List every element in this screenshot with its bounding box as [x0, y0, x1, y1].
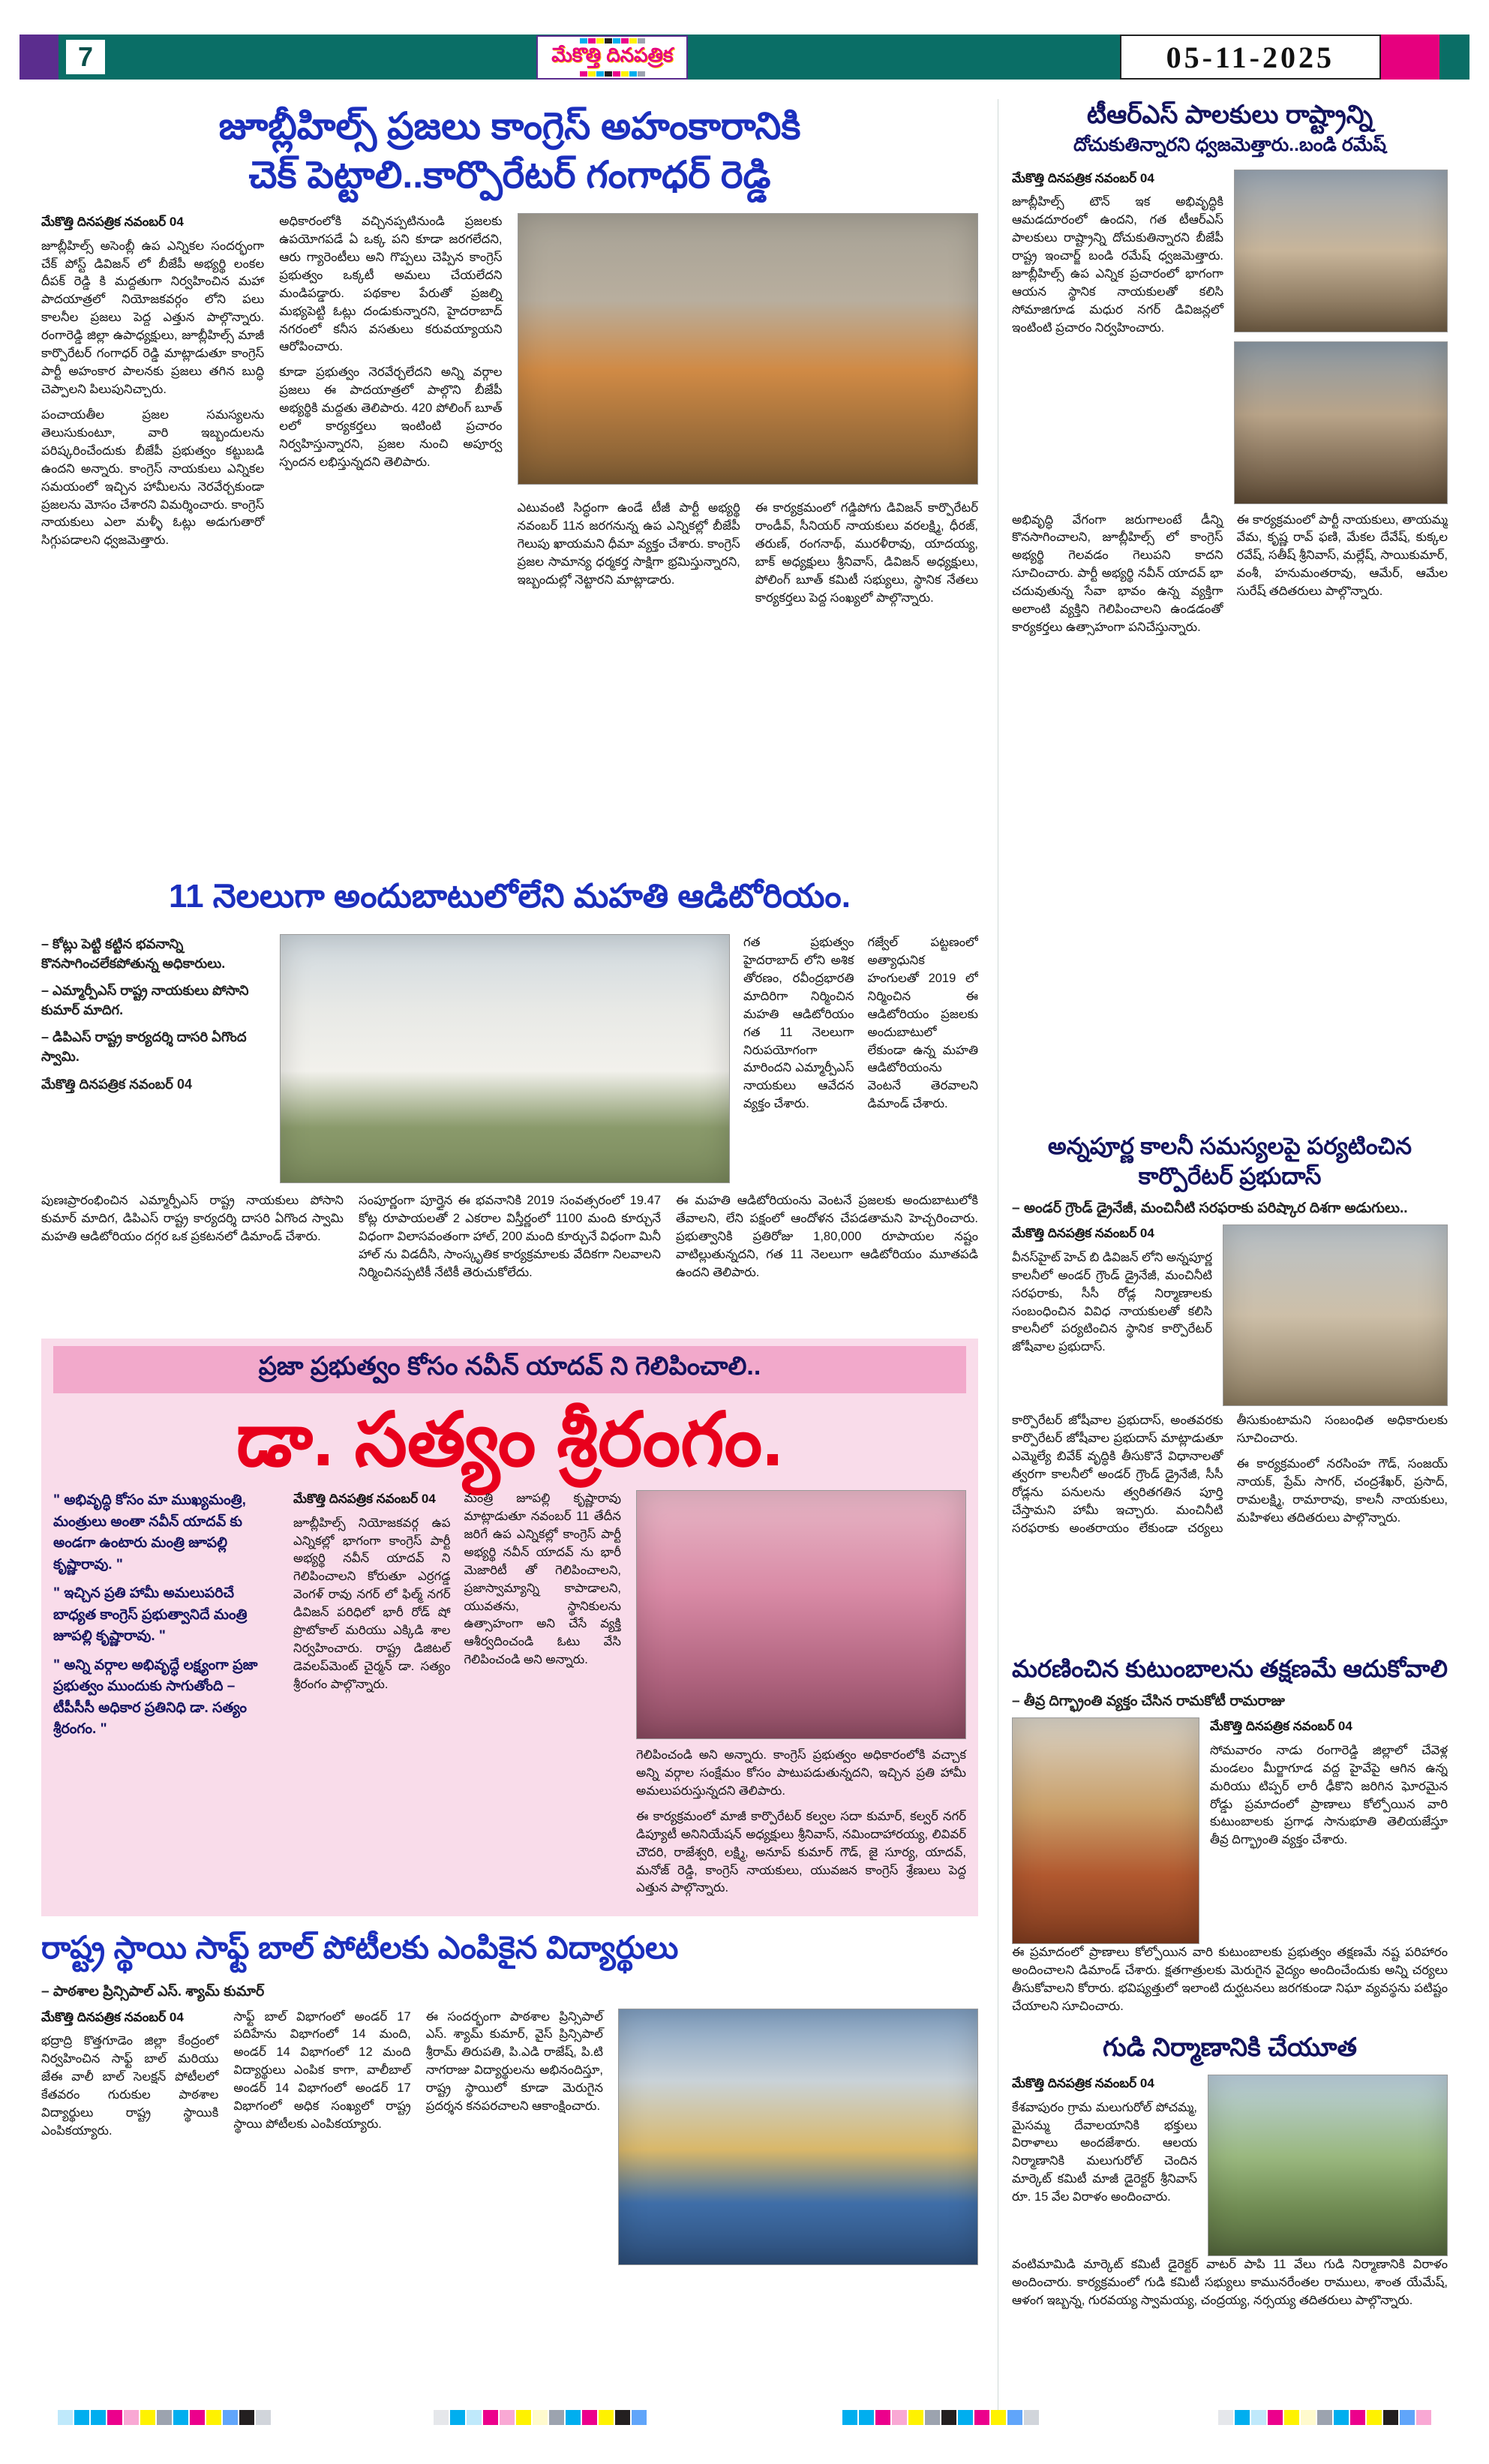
colour-bar-group-3	[826, 2410, 1055, 2425]
article6-portrait-photo	[1012, 1717, 1199, 1944]
article4-big-headline: డా. సత్యం శ్రీరంగం.	[236, 1398, 783, 1482]
article5-rest-text	[1012, 1412, 1448, 1537]
article6-text	[1210, 1717, 1448, 1944]
article1-para: జూబ్లీహిల్స్ అసెంబ్లీ ఉప ఎన్నికల సందర్భంగా చేక్ పోస్ట్ డివిజన్ లో బీజేపీ అభ్యర్థి లంకల దీపక్ రెడ్డి కి మద్దతుగా నిర్వహించిన మహా పాదయాత్రలో నియోజకవర్గం లోని పలు కాలనీల ప్రజలు పెద్ద ఎత్తున పాల్గొన్నారు. రంగారెడ్డి జిల్లా ఉపాధ్యక్షులు, జూబ్లీహిల్స్ మాజీ కార్పొరేటర్ గంగాధర్ రెడ్డి మాట్లాడుతూ కాంగ్రెస్ పార్టీ అహంకార పాలనకు ప్రజలు తగిన బుద్ధి చెప్పాలని పిలుపునిచ్చారు.	[41, 239, 265, 397]
article6-headline: మరణించిన కుటుంబాలను తక్షణమే ఆదుకోవాలి	[1012, 1655, 1448, 1682]
article-temple-donation	[1012, 2033, 1448, 2393]
article7-dateline: మేకొత్తి దినపత్రిక నవంబర్ 04	[1012, 2076, 1154, 2090]
article-annapurna-colony	[1012, 1131, 1448, 1642]
article2-headline-line2: దోచుకుతిన్నారని ధ్వజమెత్తారు..బండి రమేష్	[1073, 134, 1386, 155]
content-area	[41, 99, 1448, 2416]
article6-dateline: మేకొత్తి దినపత్రిక నవంబర్ 04	[1210, 1719, 1352, 1734]
article5-dateline: మేకొత్తి దినపత్రిక నవంబర్ 04	[1012, 1226, 1154, 1241]
article5-para: ఈ కార్యక్రమంలో నరసింహ గౌడ్, సంజయ్ నాయక్, ప్రేమ్ సాగర్, చంద్రశేఖర్, ప్రసాద్, రామలక్ష్మి, రామారావు, కాలనీ నాయకులు, మహిళలు తదితరులు పాల్గొన్నారు.	[1236, 1456, 1448, 1525]
article4-kicker: ప్రజా ప్రభుత్వం కోసం నవీన్ యాదవ్ ని గెలిపించాలి..	[53, 1346, 966, 1393]
article4-para: ఈ కార్యక్రమంలో మాజీ కార్పొరేటర్ కల్వల సదా కుమార్, కల్వర్ నగర్ డిప్యూటీ అనినియేషన్ అధ్యక్షులు శ్రీనివాస్, నమిందాహారయ్య, లివివర్ చౌదరి, రాజేశ్వరి, లక్ష్మి, అనూప్ కుమార్ గౌడ్, జై సూర్య, యాదవ్, మనోజ్ రెడ్డి, కాంగ్రెస్ నాయకులు, యువజన కాంగ్రెస్ శ్రేణులు పెద్ద ఎత్తున పాల్గొన్నారు.	[636, 1809, 966, 1895]
colour-bar-group-1	[41, 2410, 271, 2425]
article3-para: పుణఃప్రారంభించిన ఎమ్మార్పీఎస్ రాష్ట్ర నాయకులు పోసాని కుమార్ మాదిగ, డిపిఎస్ రాష్ట్ర కార్యదర్శి దాసరి ఏగొంద స్వామి మహతి ఆడిటోరియం దగ్గర ఒక ప్రకటనలో డిమాండ్ చేశారు.	[41, 1194, 344, 1243]
header-magenta-block	[1381, 35, 1439, 80]
article4-dateline: మేకొత్తి దినపత్రిక నవంబర్ 04	[293, 1492, 436, 1506]
article2-headline-line1: టీఆర్ఎస్ పాలకులు రాష్ట్రాన్ని	[1086, 101, 1373, 129]
article7-donation-photo	[1208, 2075, 1448, 2256]
article4-roadshow-photo	[636, 1490, 966, 1739]
right-rail	[998, 99, 1448, 2416]
registration-strip-logo	[580, 71, 645, 77]
article3-dateline: మేకొత్తి దినపత్రిక నవంబర్ 04	[41, 1076, 193, 1092]
article4-para: మంత్రి జూపల్లి కృష్ణారావు మాట్లాడుతూ నవంబర్ 11 తేదీన జరిగే ఉప ఎన్నికల్లో కాంగ్రెస్ పార్టీ అభ్యర్థి నవీన్ యాదవ్ ను భారీ మెజారిటీ తో గెలిపించాలని, ప్రజాస్వామ్యాన్ని కాపాడాలని, యువతను, స్థానికులను ఉత్సాహంగా అని చేసే వ్యక్తి ఆశీర్వదించండి ఓటు వేసి గెలిపించండి అని అన్నారు.	[464, 1492, 621, 1667]
article8-headline: రాష్ట్ర స్థాయి సాఫ్ట్ బాల్ పోటీలకు ఎంపికైన విద్యార్థులు	[41, 1930, 679, 1965]
article1-headline-line1: జూబ్లీహిల్స్ ప్రజలు కాంగ్రెస్ అహంకారానికి	[218, 105, 801, 147]
article1-para: పంచాయతీల ప్రజల సమస్యలను తెలుసుకుంటూ, వారి ఇబ్బందులను పరిష్కరించేందుకు బీజేపీ ప్రభుత్వం కట్టుబడి ఉందని అన్నారు. కాంగ్రెస్ నాయకులు ఎన్నికల సమయంలో ఇచ్చిన హామీలను నెరవేర్చకుండా ప్రజలను మోసం చేశారని విమర్శించారు. కాంగ్రెస్ నాయకులు ఎలా మళ్ళీ ఓట్లు అడుగుతారో సిగ్గుపడాలని ధ్వజమెత్తారు.	[41, 407, 265, 548]
article-bandi-ramesh	[1012, 99, 1448, 1119]
article3-right-text	[743, 934, 978, 1183]
page-header	[20, 35, 1469, 80]
article5-top	[1012, 1224, 1448, 1406]
article8-para: ఈ సందర్భంగా పాఠశాల ప్రిన్సిపాల్ ఎస్. శ్యామ్ కుమార్, వైస్ ప్రిన్సిపాల్ శ్రీరామ్ తిరుపతి, పి.ఎడి రాజేష్, పి.టి నాగరాజు విద్యార్థులను అభినందిస్తూ, రాష్ట్ర స్థాయిలో కూడా మెరుగైన ప్రదర్శన కనపరచాలని ఆకాంక్షించారు.	[425, 2009, 603, 2114]
article1-rally-photo	[518, 213, 979, 485]
article2-campaign-photo-1	[1234, 170, 1448, 332]
article7-headline: గుడి నిర్మాణానికి చేయూత	[1103, 2033, 1357, 2062]
page-number: 7	[66, 40, 105, 74]
article4-body	[53, 1490, 966, 1905]
article8-para: భద్రాద్రి కొత్తగూడెం జిల్లా కేంద్రంలో నిర్వహించిన సాఫ్ట్ బాల్ మరియు జేఈ వాలీ బాల్ సెలక్షన్ పోటీలలో కేతవరం గురుకుల పాఠశాల విద్యార్థులు రాష్ట్ర స్థాయికి ఎంపికయ్యారు.	[41, 2034, 219, 2138]
main-column	[41, 99, 978, 2416]
article2-dateline: మేకొత్తి దినపత్రిక నవంబర్ 04	[1012, 170, 1154, 185]
article4-quote: " అన్ని వర్గాల అభివృద్ధే లక్ష్యంగా ప్రజా ప్రభుత్వం ముందుకు సాగుతోంది – టీపీసీసీ అధికార ప్రతినిధి డా. సత్యం శ్రీరంగం. "	[53, 1657, 258, 1737]
article2-para: జూబ్లీహిల్స్ టౌన్ ఇక అభివృద్ధికి ఆమడదూరంలో ఉందని, గత టీఆర్ఎస్ పాలకులు రాష్ట్రాన్ని దోచుకుతిన్నారని బీజేపీ రాష్ట్ర ఇంచార్జ్ బండి రమేష్ ధ్వజమెత్తారు. జూబ్లీహిల్స్ ఉప ఎన్నిక ప్రచారంలో భాగంగా ఆయన స్థానిక నాయకులతో కలిసి సోమాజిగూడ మధుర నగర్ డివిజన్లలో ఇంటింటి ప్రచారం నిర్వహించారు.	[1012, 195, 1223, 335]
header-purple-block	[20, 35, 59, 80]
article1-para: అధికారంలోకి వచ్చినప్పటినుండి ప్రజలకు ఉపయోగపడే ఏ ఒక్క పని కూడా జరగలేదని, ఆరు గ్యారెంటీలు అని గొప్పలు చెప్పిన కాంగ్రెస్ ప్రభుత్వం ఒక్కటీ అమలు చేయలేదని మండిపడ్డారు. పథకాల పేరుతో ప్రజల్ని మభ్యపెట్టి ఓట్లు దండుకున్నారని, హైదరాబాద్ నగరంలో కనీస వసతులు కరువయ్యాయని ఆరోపించారు.	[279, 215, 503, 354]
header-teal-bar	[59, 35, 1120, 80]
article3-bullet: – కోట్లు పెట్టి కట్టిన భవనాన్ని కొనసాగించలేకపోతున్న అధికారులు.	[41, 936, 226, 972]
article1-headline	[41, 102, 978, 200]
article5-left-text	[1012, 1224, 1212, 1406]
article1-dateline: మేకొత్తి దినపత్రిక నవంబర్ 04	[41, 215, 184, 229]
masthead-title: మేకొత్తి దినపత్రిక	[551, 43, 674, 66]
article6-para: ఈ ప్రమాదంలో ప్రాణాలు కోల్పోయిన వారి కుటుంబాలకు ప్రభుత్వం తక్షణమే నష్ట పరిహారం అందించాలని డిమాండ్ చేశారు. క్షతగాత్రులకు మెరుగైన వైద్యం అందించేందుకు అన్ని చర్యలు తీసుకోవాలని కోరారు. భవిష్యత్తులో ఇలాంటి దుర్ఘటనలు జరగకుండా నిఘా వ్యవస్థను పటిష్టం చేయాలని సూచించారు.	[1012, 1946, 1448, 2013]
article2-para: ఈ కార్యక్రమంలో పార్టీ నాయకులు, తాయమ్మ వేమ, కృష్ణ రావ్ ఫణి, మేకల దేవేష్, కుక్కల రవేష్, సతీష్ శ్రీనివాస్, మల్లేష్, సాయికుమార్, వంశీ, హనుమంతరావు, ఆమేర్, ఆమేల సురేష్ తదితరులు పాల్గొన్నారు.	[1236, 512, 1448, 599]
article8-para: సాఫ్ట్ బాల్ విభాగంలో అండర్ 17 పదిహేను విభాగంలో 14 మంది, అండర్ 14 విభాగంలో 12 మంది విద్యార్థులు ఎంపిక కాగా, వాలీబాల్ అండర్ 14 విభాగంలో అండర్ 17 విభాగంలో అధిక సంఖ్యలో రాష్ట్ర స్థాయి పోటీలకు ఎంపికయ్యారు.	[233, 2009, 411, 2132]
article2-rest-text	[1012, 512, 1448, 637]
article3-auditorium-photo	[280, 934, 730, 1183]
article2-top	[1012, 170, 1448, 504]
article4-quotes	[53, 1490, 278, 1905]
article3-bullet: – డిపిఎస్ రాష్ట్ర కార్యదర్శి దాసరి ఏగొంద స్వామి.	[41, 1029, 247, 1065]
article5-colony-photo	[1223, 1224, 1448, 1406]
article7-para: వంటిమామిడి మార్కెట్ కమిటీ డైరెక్టర్ వాటర్ పాపి 11 వేలు గుడి నిర్మాణానికి విరాళం అందించారు. కార్యక్రమంలో గుడి కమిటీ సభ్యులు కామునరేంతల రాములు, శాంత యేమేష్, ఆళంగ ఇబ్బన్న, గురవయ్య స్వామయ్య, చంద్రయ్య, నర్సయ్య తదితరులు పాల్గొన్నారు.	[1012, 2258, 1448, 2307]
article4-quote: " అభివృద్ధి కోసం మా ముఖ్యమంత్రి, మంత్రులు అంతా నవీన్ యాదవ్ కు అండగా ఉంటారు మంత్రి జూపల్లి కృష్ణారావు. "	[53, 1492, 246, 1573]
article3-top	[41, 934, 978, 1183]
article8-students-photo	[618, 2009, 978, 2265]
issue-date: 05-11-2025	[1120, 35, 1381, 80]
article-softball-students	[41, 1928, 978, 2416]
article2-campaign-photo-2	[1234, 341, 1448, 504]
registration-strip-top	[580, 38, 645, 44]
article7-left-text	[1012, 2075, 1197, 2256]
article3-para: గజ్వేల్ పట్టణంలో అత్యాధునిక హంగులతో 2019 లో నిర్మించిన ఈ ఆడిటోరియం ప్రజలకు అందుబాటులో లేకుండా ఉన్న మహతి ఆడిటోరియంను వెంటనే తెరవాలని డిమాండ్ చేశారు.	[867, 936, 978, 1111]
article8-body	[41, 2009, 978, 2265]
article3-bullet: – ఎమ్మార్పీఎస్ రాష్ట్ర నాయకులు పోసాని కుమార్ మాదిగ.	[41, 983, 249, 1018]
article8-dateline: మేకొత్తి దినపత్రిక నవంబర్ 04	[41, 2009, 184, 2024]
article6-top	[1012, 1717, 1448, 1944]
article-mahathi-auditorium	[41, 876, 978, 1327]
article8-text	[41, 2009, 603, 2265]
article6-para: సోమవారం నాడు రంగారెడ్డి జిల్లాలో చేవెళ్ల మండలం మీర్జాగూడ వద్ద హైవేపై ఆగిన ఉన్న మరియు టిప్పర్ లారీ ఢీకొని జరిగిన ఘోరమైన రోడ్డు ప్రమాదంలో ప్రాణాలు కోల్పోయిన వారి కుటుంబాలకు ప్రగాఢ సానుభూతి తెలియజేస్తూ తీవ్ర దిగ్భ్రాంతి వ్యక్తం చేశారు.	[1210, 1743, 1448, 1847]
article-accident-condolence	[1012, 1654, 1448, 2021]
article3-bottom-text	[41, 1192, 978, 1282]
colour-bar-group-2	[434, 2410, 663, 2425]
article4-quote: " ఇచ్చిన ప్రతి హామీ అమలుపరిచే బాధ్యత కాంగ్రెస్ ప్రభుత్వానిదే మంత్రి జూపల్లి కృష్ణారావు. "	[53, 1585, 248, 1644]
article1-body	[41, 213, 978, 615]
article1-column-3	[518, 500, 740, 615]
article7-top	[1012, 2075, 1448, 2256]
article3-para: గత ప్రభుత్వం హైదరాబాద్ లోని అశిక తోరణం, రవీంద్రభారతి మాదిరిగా నిర్మించిన మహతి ఆడిటోరియం గత 11 నెలలుగా నిరుపయోగంగా మారిందని ఎమ్మార్పీఎస్ నాయకులు ఆవేదన వ్యక్తం చేశారు.	[743, 936, 854, 1111]
article4-right	[636, 1490, 966, 1905]
article4-main-text	[293, 1490, 621, 1905]
article5-para: వీనస్‌హైట్ హెచ్ బి డివిజన్ లోని అన్నపూర్ణ కాలనీలో అండర్ గ్రౌండ్ డ్రైనేజీ, మంచినీటి సరఫరాకు, సీసీ రోడ్ల నిర్మాణాలకు సంబంధించిన వివిధ నాయకులతో కలిసి కాలనీలో పర్యటించిన స్థానిక కార్పొరేటర్ జోషీవాల ప్రభుదాస్.	[1012, 1250, 1212, 1354]
article3-para: ఈ మహతి ఆడిటోరియంను వెంటనే ప్రజలకు అందుబాటులోకి తేవాలని, లేని పక్షంలో ఆందోళన చేపడతామని హెచ్చరించారు. ప్రభుత్వానికి ప్రతిరోజు 1,80,000 రూపాయల నష్టం వాటిల్లుతున్నదని, గత 11 నెలలుగా ఆడిటోరియం మూతపడి ఉందని తెలిపారు.	[676, 1194, 978, 1279]
article1-para: కూడా ప్రభుత్వం నెరవేర్చలేదని అన్ని వర్గాల ప్రజలు ఈ పాదయాత్రలో పాల్గొని బీజేపీ అభ్యర్థికి మద్దతు తెలిపారు. 420 పోలింగ్ బూత్ లలో కార్యకర్తలు ఇంటింటి ప్రచారం నిర్వహిస్తున్నారని, ప్రజల నుంచి అపూర్వ స్పందన లభిస్తున్నదని తెలిపారు.	[279, 365, 503, 469]
article2-photos	[1234, 170, 1448, 504]
article2-para: అభివృద్ధి వేగంగా జరుగాలంటే డీన్ని కొనసాగించాలని, జూబ్లీహిల్స్ లో కాంగ్రెస్ అభ్యర్థి గెలవడం గెలుపని కాదని సూచించారు. పార్టీ అభ్యర్థి నవీన్ యాదవ్ భా చదువుతున్న సేవా భావం ఉన్న వ్యక్తిగా అలాంటి వ్యక్తిని గెలిపించాలని ఉండడంతో కార్యకర్తలు ఉత్సాహంగా పనిచేస్తున్నారు.	[1012, 512, 1223, 635]
article-satyam-srirangam	[41, 1339, 978, 1916]
article1-para: ఈ కార్యక్రమంలో గడ్డిపోగు డివిజన్ కార్పొరేటర్ రాండీవ్, సీనియర్ నాయకులు వరలక్ష్మి, ధీరజ్, తరుణ్, రంగనాథ్, మురళీరావు, యాదయ్య, బాక్ అధ్యక్షులు శ్రీనివాస్, డివిజన్ అధ్యక్షులు, పోలింగ్ బూత్ కమిటీ సభ్యులు, స్థానిక నేతలు కార్యకర్తలు పెద్ద సంఖ్యలో పాల్గొన్నారు.	[755, 501, 978, 605]
article1-para: ఎటువంటి సిద్ధంగా ఉండే టీజీ పార్టీ అభ్యర్థి నవంబర్ 11న జరగనున్న ఉప ఎన్నికల్లో బీజేపీ గెలుపు ఖాయమని ధీమా వ్యక్తం చేశారు. కాంగ్రెస్ ప్రజల సామాన్య ధర్మకర్త సాక్షిగా భ్రమిస్తున్నారని, ఇబ్బందుల్లో నెట్టారని మాట్లాడారు.	[517, 501, 740, 587]
header-teal-tail	[1439, 35, 1469, 80]
article5-headline: అన్నపూర్ణ కాలనీ సమస్యలపై పర్యటించిన కార్పొరేటర్ ప్రభుదాస్	[1047, 1133, 1412, 1190]
article7-para: కేశవాపురం గ్రామ మలుగురోల్ పోచమ్మ, మైసమ్మ దేవాలయానికి భక్తులు విరాళాలు అందజేశారు. ఆలయ నిర్మాణానికి మలుగురోల్ చెందిన మార్కెట్ కమిటీ మాజీ డైరెక్టర్ శ్రీనివాస్ రూ. 15 వేల విరాళం అందించారు.	[1012, 2100, 1197, 2204]
colour-bar-group-4	[1218, 2410, 1448, 2425]
print-colour-bars	[41, 2410, 1448, 2425]
article2-left-text	[1012, 170, 1223, 504]
article1-column-2	[279, 213, 502, 615]
article1-column-4	[755, 500, 978, 615]
article4-para: జూబ్లీహిల్స్ నియోజకవర్గ ఉప ఎన్నికల్లో భాగంగా కాంగ్రెస్ పార్టీ అభ్యర్థి నవీన్ యాదవ్ ని గెలిపించాలని కోరుతూ ఎర్రగడ్డ వెంగళ్ రావు నగర్ లో ఫిల్మ్ నగర్ డివిజన్ పరిధిలో భారీ రోడ్ షో ప్రొటోకాల్ మరియు ఎక్కిడి శాల నిర్వహించారు. రాష్ట్ర డిజిటల్ డెవలప్‌మెంట్ చైర్మన్ డా. సత్యం శ్రీరంగం పాల్గొన్నారు.	[293, 1516, 451, 1691]
article3-headline: 11 నెలలుగా అందుబాటులోలేని మహతి ఆడిటోరియం.	[169, 878, 851, 915]
article-jubileehills-congress	[41, 99, 978, 864]
article3-bullets	[41, 934, 266, 1183]
article5-para: కార్పొరేటర్ జోషీవాల ప్రభుదాస్, అంతవరకు కార్పొరేటర్ జోషీవాల ప్రభుదాస్ మాట్లాడుతూ ఎమ్మెల్యే బివేక్ వృద్ధికి తీసుకొనే విధానాలతో త్వరగా కాలనీలో అండర్ గ్రౌండ్ డ్రైనేజీ, సీసీ రోడ్లను పనులను త్వరితగతిన పూర్తి చేస్తామని హామీ ఇచ్చారు. మంచినీటి సరఫరాకు అంతరాయం లేకుండా చర్యలు తీసుకుంటామని సంబంధిత అధికారులకు సూచించారు.	[1012, 1414, 1448, 1535]
article3-para: సంపూర్ణంగా పూర్తైన ఈ భవనానికి 2019 సంవత్సరంలో 19.47 కోట్ల రూపాయలతో 2 ఎకరాల విస్తీర్ణంలో 1100 మంది కూర్చునే విధంగా విలాసవంతంగా హాల్, 200 మంది కూర్చునే విధంగా మినీ హాల్ ను విడదీసి, సాంస్కృతిక కార్యక్రమాలకు వేదికగా నిలవాలని నిర్మించినప్పటికీ నేటికీ తెరుచుకోలేదు.	[359, 1194, 661, 1279]
article4-para: గెలిపించండి అని అన్నారు. కాంగ్రెస్ ప్రభుత్వం అధికారంలోకి వచ్చాక అన్ని వర్గాల సంక్షేమం కోసం పాటుపడుతున్నదని, ఇచ్చిన ప్రతి హామీ అమలుపరుస్తున్నదని తెలిపారు.	[636, 1748, 966, 1798]
article6-byline: – తీవ్ర దిగ్భ్రాంతి వ్యక్తం చేసిన రామకోటీ రామరాజు	[1012, 1693, 1285, 1709]
masthead-logo	[536, 35, 688, 80]
article1-column-1	[41, 213, 264, 615]
article5-byline: – అండర్ గ్రౌండ్ డ్రైనేజీ, మంచినీటి సరఫరాకు పరిష్కార దిశగా అడుగులు..	[1012, 1200, 1408, 1216]
article1-headline-line2: చెక్ పెట్టాలి..కార్పొరేటర్ గంగాధర్ రెడ్డి	[248, 154, 771, 196]
article8-byline: – పాఠశాల ప్రిన్సిపాల్ ఎస్. శ్యామ్ కుమార్	[41, 1984, 265, 2000]
